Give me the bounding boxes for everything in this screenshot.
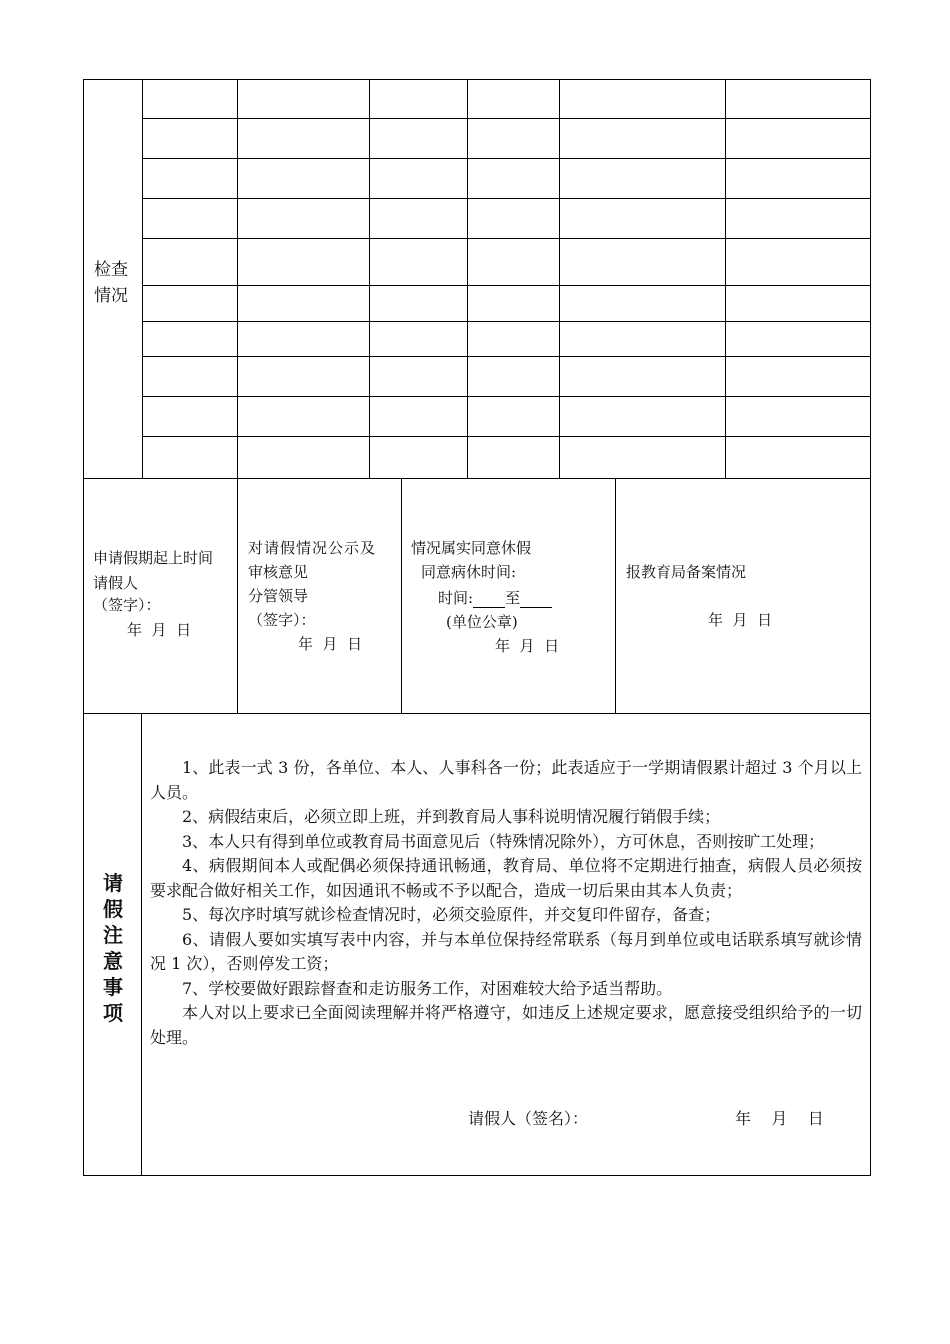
note-item: 5、每次序时填写就诊检查情况时，必须交验原件，并交复印件留存，备查； xyxy=(182,905,721,924)
section-divider-2 xyxy=(83,713,871,714)
applicant-period-label: 申请假期起上时间 xyxy=(93,549,214,567)
grid-hline xyxy=(142,118,871,119)
record-label: 报教育局备案情况 xyxy=(626,563,747,581)
check-section-label xyxy=(94,257,128,309)
grid-hline xyxy=(142,321,871,322)
grid-hline xyxy=(142,238,871,239)
approval-vline xyxy=(237,478,238,714)
notes-title xyxy=(100,870,126,1026)
approval-cell-review xyxy=(248,538,376,654)
approval-vline xyxy=(615,478,616,714)
notes-title-char: 意 xyxy=(103,949,123,973)
note-item: 2、病假结束后，必须立即上班，并到教育局人事科说明情况履行销假手续； xyxy=(182,807,721,826)
note-item: 3、本人只有得到单位或教育局书面意见后（特殊情况除外），方可休息，否则按旷工处理； xyxy=(182,831,825,851)
notes-body xyxy=(150,756,862,1050)
leader-sign-label: （签字）： xyxy=(248,611,316,629)
grid-vline xyxy=(237,79,238,479)
unit-date: 年 月 日 xyxy=(495,637,560,655)
unit-approve-label: 情况属实同意休假 xyxy=(411,539,532,557)
grid-hline xyxy=(142,198,871,199)
review-opinion-label-2: 审核意见 xyxy=(248,563,309,581)
check-label-line1: 检查 xyxy=(94,260,128,280)
notes-title-char: 注 xyxy=(103,923,123,947)
grid-vline xyxy=(725,79,726,479)
leader-label: 分管领导 xyxy=(248,587,309,605)
check-label-line2: 情况 xyxy=(94,286,128,306)
note-item: 4、病假期间本人或配偶必须保持通讯畅通，教育局、单位将不定期进行抽查，病假人员必须按要求配合做好相关工作，如因通讯不畅或不予以配合，造成一切后果由其本人负责； xyxy=(150,856,862,900)
review-date: 年 月 日 xyxy=(298,635,363,653)
signature-label: 请假人（签名）： xyxy=(468,1109,589,1128)
approval-vline xyxy=(401,478,402,714)
table-left-border xyxy=(83,79,84,1176)
time-to-label: 至 xyxy=(505,589,521,607)
grid-vline xyxy=(467,79,468,479)
approval-cell-unit xyxy=(411,538,559,656)
signature-date: 年 月 日 xyxy=(735,1109,824,1128)
grid-vline xyxy=(142,79,143,479)
applicant-label: 请假人 xyxy=(93,574,139,592)
grid-hline xyxy=(142,158,871,159)
sick-leave-time-label: 同意病休时间: xyxy=(421,563,517,581)
table-bottom-border xyxy=(83,1175,871,1176)
applicant-date: 年 月 日 xyxy=(127,621,192,639)
table-top-border xyxy=(83,79,871,80)
grid-vline xyxy=(369,79,370,479)
record-date: 年 月 日 xyxy=(708,611,773,629)
notes-title-char: 请 xyxy=(103,871,123,895)
note-item: 本人对以上要求已全面阅读理解并将严格遵守，如违反上述规定要求，愿意接受组织给予的一切处理。 xyxy=(150,1003,862,1047)
note-item: 7、学校要做好跟踪督查和走访服务工作，对困难较大给予适当帮助。 xyxy=(182,978,673,998)
grid-hline xyxy=(142,356,871,357)
unit-seal-label: (单位公章) xyxy=(446,613,518,631)
time-label: 时间: xyxy=(438,589,474,607)
time-end-blank xyxy=(520,591,552,608)
approval-cell-record xyxy=(626,562,772,630)
notes-vline xyxy=(141,713,142,1176)
notes-title-char: 事 xyxy=(103,975,123,999)
grid-hline xyxy=(142,436,871,437)
note-item: 6、请假人要如实填写表中内容，并与本单位保持经常联系（每月到单位或电话联系填写就诊情况 1 次），否则停发工资； xyxy=(150,929,862,973)
approval-cell-applicant xyxy=(93,548,213,640)
time-start-blank xyxy=(473,591,505,608)
grid-hline xyxy=(142,396,871,397)
time-range xyxy=(411,588,559,612)
review-opinion-label: 对请假情况公示及 xyxy=(248,539,377,557)
notes-title-char: 项 xyxy=(103,1001,123,1025)
grid-vline xyxy=(559,79,560,479)
note-item: 1、此表一式 3 份，各单位、本人、人事科各一份；此表适应于一学期请假累计超过 3 个月以上人员。 xyxy=(150,758,862,802)
grid-hline xyxy=(142,285,871,286)
section-divider-1 xyxy=(83,478,871,479)
applicant-sign-label: （签字）： xyxy=(93,596,161,614)
notes-title-char: 假 xyxy=(103,897,123,921)
table-right-border xyxy=(870,79,871,1176)
